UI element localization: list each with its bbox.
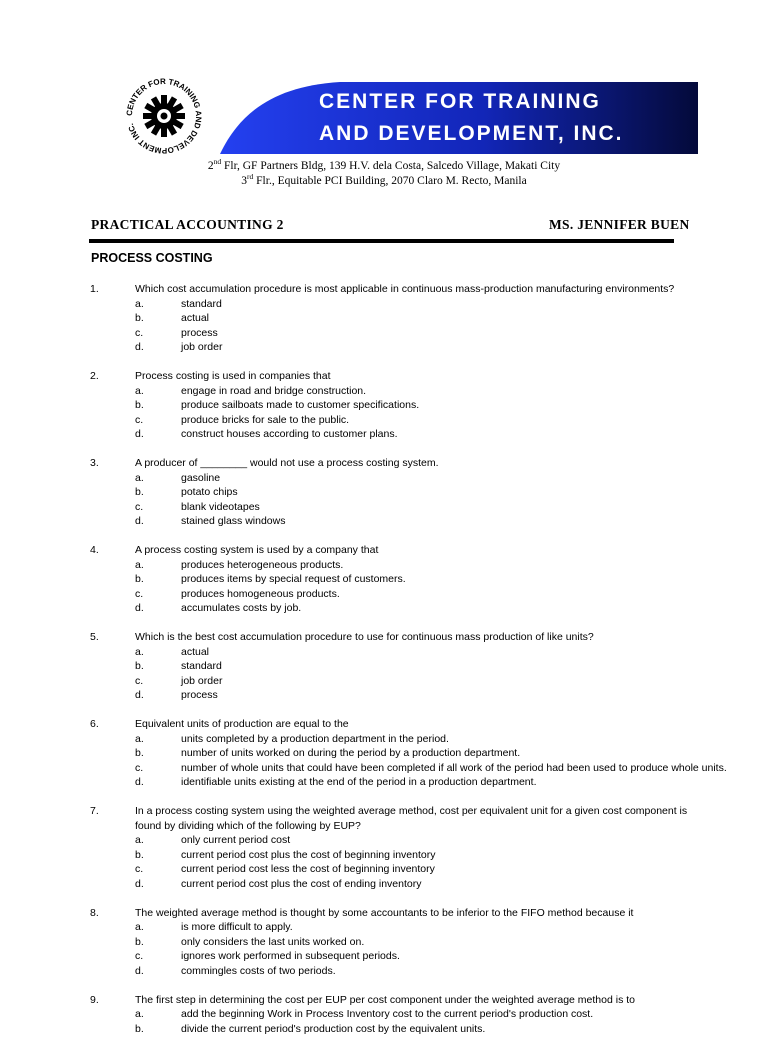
choice-letter: d. bbox=[135, 776, 144, 788]
answer-choice bbox=[0, 935, 768, 950]
answer-choice bbox=[0, 514, 768, 529]
answer-choice bbox=[0, 572, 768, 587]
answer-choice bbox=[0, 340, 768, 355]
question-item bbox=[0, 543, 768, 616]
choice-text: potato chips bbox=[181, 486, 238, 498]
choice-letter: c. bbox=[135, 500, 144, 513]
answer-choice bbox=[0, 500, 768, 515]
choice-text: produce bricks for sale to the public. bbox=[181, 413, 350, 426]
answer-choice bbox=[0, 659, 768, 674]
header-divider bbox=[89, 239, 674, 243]
choice-letter: d. bbox=[135, 341, 144, 353]
choice-letter: c. bbox=[135, 761, 144, 774]
seal-text: CENTER FOR TRAINING AND DEVELOPMENT INC. bbox=[124, 76, 204, 156]
choice-letter: d. bbox=[135, 428, 144, 440]
choice-text: divide the current period's production cost by the equivalent units. bbox=[181, 1022, 486, 1035]
choice-letter: b. bbox=[135, 573, 144, 585]
choice-letter: a. bbox=[135, 297, 144, 310]
answer-choice bbox=[0, 833, 768, 848]
choice-letter: a. bbox=[135, 921, 144, 933]
question-item bbox=[0, 906, 768, 979]
choice-letter: c. bbox=[135, 587, 144, 600]
choice-letter: a. bbox=[135, 384, 144, 397]
instructor-name: MS. JENNIFER BUEN bbox=[549, 217, 690, 232]
answer-choice bbox=[0, 398, 768, 413]
question-number: 7. bbox=[90, 805, 99, 817]
choice-letter: a. bbox=[135, 732, 144, 745]
answer-choice bbox=[0, 1007, 768, 1022]
question-text: A process costing system is used by a company that bbox=[135, 544, 379, 556]
question-item bbox=[0, 993, 768, 1037]
choice-text: current period cost plus the cost of ending inventory bbox=[181, 877, 422, 890]
choice-text: standard bbox=[181, 660, 222, 672]
choice-text: number of units worked on during the period by a production department. bbox=[181, 747, 521, 759]
choice-letter: b. bbox=[135, 312, 144, 324]
question-number: 1. bbox=[90, 283, 99, 295]
choice-text: construct houses according to customer plans. bbox=[181, 428, 398, 440]
choice-letter: b. bbox=[135, 486, 144, 498]
choice-text: process bbox=[181, 689, 218, 701]
answer-choice bbox=[0, 949, 768, 964]
choice-letter: b. bbox=[135, 1022, 144, 1035]
question-item bbox=[0, 717, 768, 790]
address-line-2: 3rd Flr., Equitable PCI Building, 2070 Claro M. Recto, Manila bbox=[241, 172, 527, 187]
question-text: Equivalent units of production are equal to the bbox=[135, 718, 349, 730]
banner-title-line1: CENTER FOR TRAINING bbox=[319, 90, 601, 113]
choice-letter: d. bbox=[135, 602, 144, 614]
answer-choice bbox=[0, 645, 768, 660]
choice-text: engage in road and bridge construction. bbox=[181, 384, 367, 397]
answer-choice bbox=[0, 601, 768, 616]
choice-text: standard bbox=[181, 297, 222, 310]
question-number: 5. bbox=[90, 631, 99, 643]
banner-title-line2: AND DEVELOPMENT, INC. bbox=[319, 122, 624, 145]
choice-text: produces homogeneous products. bbox=[181, 587, 340, 600]
choice-text: stained glass windows bbox=[181, 515, 286, 527]
choice-text: produces items by special request of customers. bbox=[181, 573, 406, 585]
answer-choice bbox=[0, 674, 768, 689]
choice-letter: a. bbox=[135, 558, 144, 571]
question-item bbox=[0, 369, 768, 442]
question-item bbox=[0, 456, 768, 529]
choice-letter: c. bbox=[135, 674, 144, 687]
choice-text: number of whole units that could have been completed if all work of the period had been used to produce whole units. bbox=[181, 761, 727, 774]
answer-choice bbox=[0, 688, 768, 703]
question-text: The first step in determining the cost per EUP per cost component under the weighted average method is to bbox=[135, 993, 636, 1006]
choice-letter: c. bbox=[135, 863, 144, 875]
choice-letter: c. bbox=[135, 413, 144, 426]
answer-choice bbox=[0, 761, 768, 776]
answer-choice bbox=[0, 427, 768, 442]
choice-letter: a. bbox=[135, 1008, 144, 1020]
choice-text: ignores work performed in subsequent periods. bbox=[181, 950, 400, 962]
question-text: A producer of ________ would not use a process costing system. bbox=[135, 457, 439, 469]
choice-text: only current period cost bbox=[181, 834, 291, 846]
company-seal-logo bbox=[118, 76, 210, 156]
question-number: 3. bbox=[90, 457, 99, 469]
question-number: 8. bbox=[90, 906, 99, 919]
answer-choice bbox=[0, 413, 768, 428]
question-item bbox=[0, 804, 768, 891]
section-title: PROCESS COSTING bbox=[91, 251, 213, 265]
question-item bbox=[0, 630, 768, 703]
choice-letter: a. bbox=[135, 834, 144, 846]
answer-choice bbox=[0, 877, 768, 892]
choice-letter: d. bbox=[135, 515, 144, 527]
answer-choice bbox=[0, 558, 768, 573]
question-text: The weighted average method is thought by some accountants to be inferior to the FIFO method because it bbox=[135, 906, 634, 919]
question-item bbox=[0, 282, 768, 355]
answer-choice bbox=[0, 964, 768, 979]
choice-text: current period cost less the cost of beginning inventory bbox=[181, 863, 435, 875]
choice-letter: d. bbox=[135, 689, 144, 701]
choice-letter: d. bbox=[135, 964, 144, 977]
question-number: 9. bbox=[90, 993, 99, 1006]
address-line-1: 2nd Flr, GF Partners Bldg, 139 H.V. dela Costa, Salcedo Village, Makati City bbox=[207, 157, 561, 172]
choice-letter: a. bbox=[135, 471, 144, 484]
answer-choice bbox=[0, 311, 768, 326]
choice-text: current period cost plus the cost of beginning inventory bbox=[181, 848, 436, 861]
choice-text: produces heterogeneous products. bbox=[181, 558, 344, 571]
question-text: Which cost accumulation procedure is most applicable in continuous mass-production manufacturing environments? bbox=[135, 283, 675, 295]
choice-text: gasoline bbox=[181, 471, 221, 484]
letterhead bbox=[112, 76, 697, 156]
choice-text: job order bbox=[181, 341, 223, 353]
question-text: Process costing is used in companies that bbox=[135, 370, 331, 382]
answer-choice bbox=[0, 471, 768, 486]
question-number: 2. bbox=[90, 370, 99, 382]
choice-text: identifiable units existing at the end of the period in a production department. bbox=[181, 776, 537, 788]
choice-text: only considers the last units worked on. bbox=[181, 935, 365, 948]
choice-letter: c. bbox=[135, 326, 144, 339]
choice-letter: b. bbox=[135, 399, 144, 411]
choice-letter: b. bbox=[135, 935, 144, 948]
question-text: Which is the best cost accumulation procedure to use for continuous mass production of like units? bbox=[135, 631, 594, 643]
choice-letter: d. bbox=[135, 877, 144, 890]
answer-choice bbox=[0, 732, 768, 747]
question-text: In a process costing system using the weighted average method, cost per equivalent unit for a given cost component is found by dividing which of the following by EUP? bbox=[135, 805, 688, 832]
choice-text: actual bbox=[181, 312, 210, 324]
choice-letter: b. bbox=[135, 747, 144, 759]
answer-choice bbox=[0, 587, 768, 602]
answer-choice bbox=[0, 848, 768, 863]
choice-letter: b. bbox=[135, 848, 144, 861]
answer-choice bbox=[0, 297, 768, 312]
choice-text: is more difficult to apply. bbox=[181, 921, 293, 933]
choice-text: job order bbox=[181, 674, 223, 687]
choice-text: produce sailboats made to customer specifications. bbox=[181, 399, 420, 411]
answer-choice bbox=[0, 485, 768, 500]
answer-choice bbox=[0, 775, 768, 790]
question-number: 6. bbox=[90, 718, 99, 730]
choice-letter: c. bbox=[135, 950, 144, 962]
question-list bbox=[0, 282, 768, 1051]
choice-text: blank videotapes bbox=[181, 500, 260, 513]
choice-text: process bbox=[181, 326, 218, 339]
choice-text: units completed by a production department in the period. bbox=[181, 732, 449, 745]
answer-choice bbox=[0, 326, 768, 341]
answer-choice bbox=[0, 920, 768, 935]
choice-letter: a. bbox=[135, 645, 144, 658]
choice-text: commingles costs of two periods. bbox=[181, 964, 336, 977]
choice-letter: b. bbox=[135, 660, 144, 672]
course-title: PRACTICAL ACCOUNTING 2 bbox=[91, 217, 284, 232]
choice-text: accumulates costs by job. bbox=[181, 602, 302, 614]
choice-text: actual bbox=[181, 645, 210, 658]
choice-text: add the beginning Work in Process Inventory cost to the current period's production cost. bbox=[181, 1008, 594, 1020]
answer-choice bbox=[0, 746, 768, 761]
question-number: 4. bbox=[90, 544, 99, 556]
answer-choice bbox=[0, 384, 768, 399]
answer-choice bbox=[0, 862, 768, 877]
